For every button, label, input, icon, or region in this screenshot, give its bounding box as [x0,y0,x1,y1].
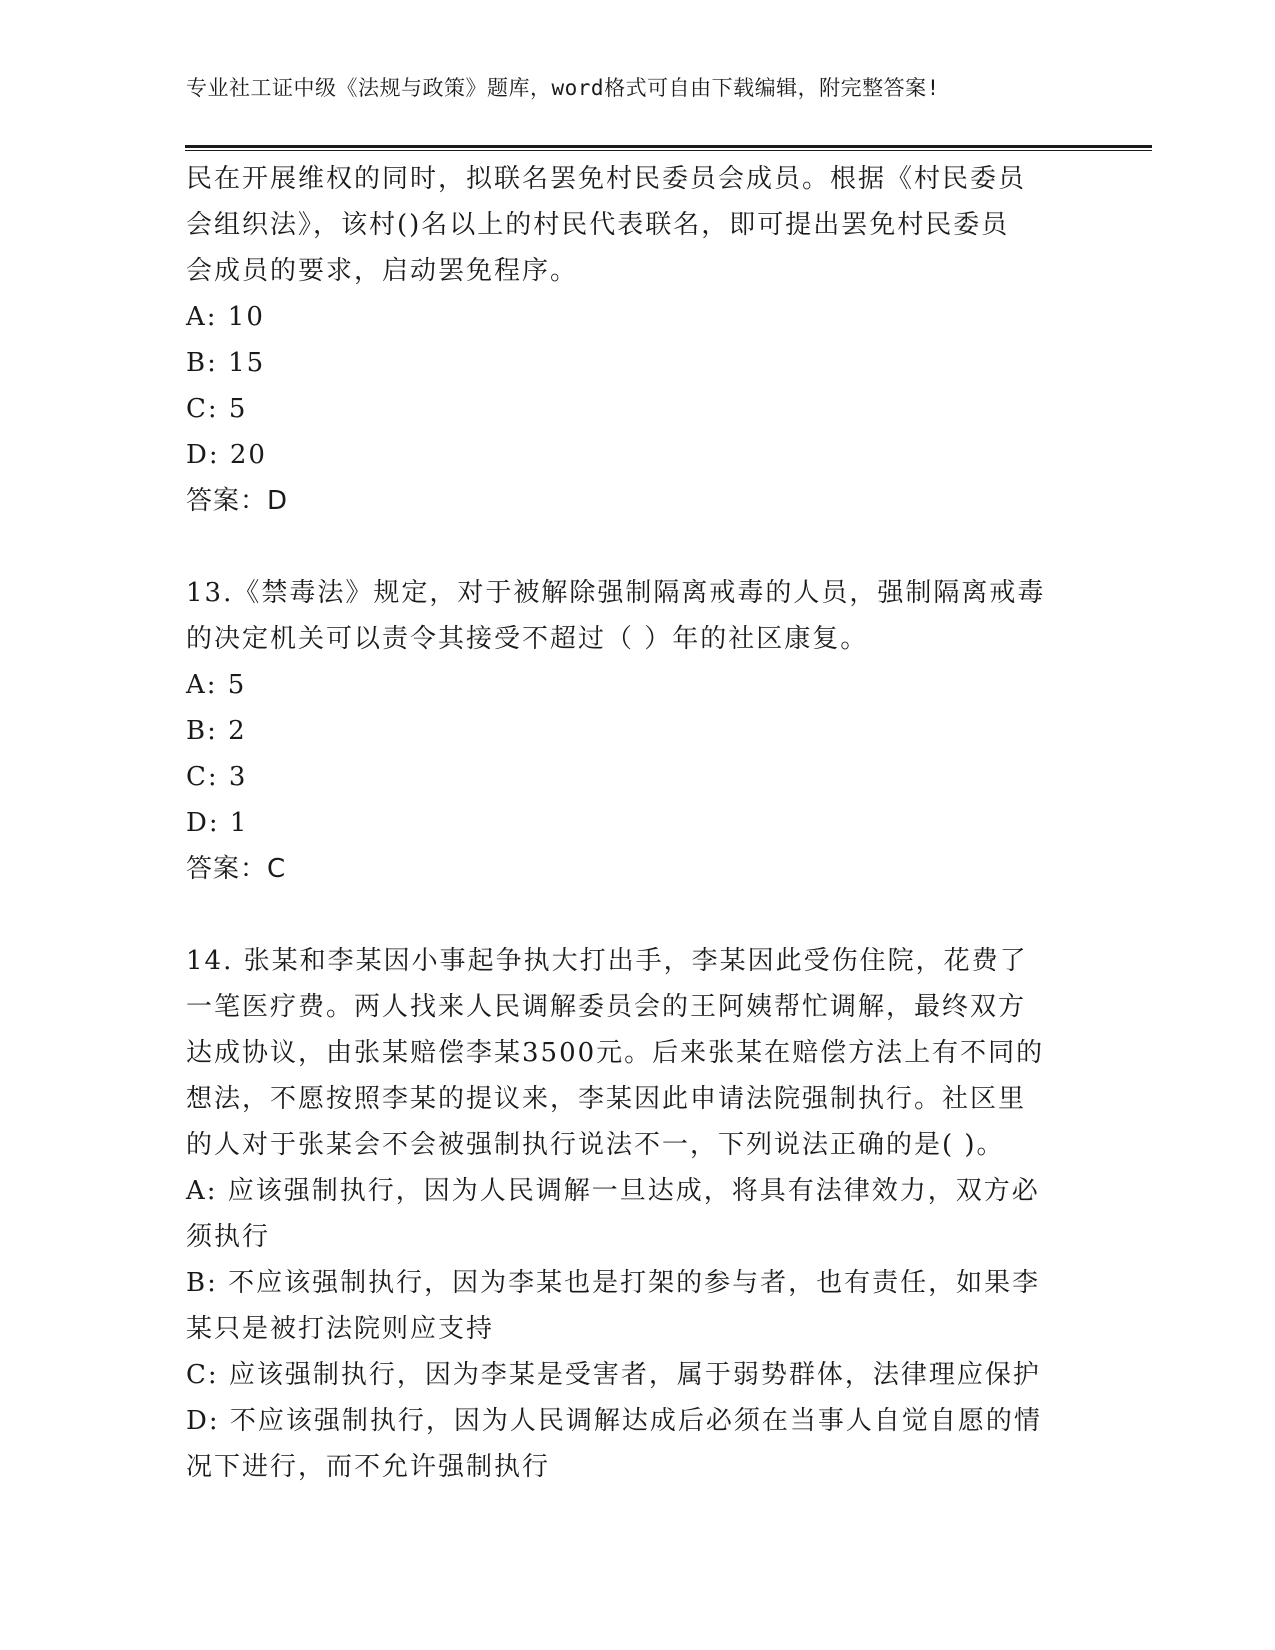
option-b: B: 15 [186,348,266,378]
header-divider-thin [185,150,1152,151]
question-13 [186,570,1086,892]
option-line: C: 应该强制执行，因为李某是受害者，属于弱势群体，法律理应保护 [186,1360,1041,1390]
header-divider-thick [185,145,1152,148]
question-stem-line: 13.《禁毒法》规定，对于被解除强制隔离戒毒的人员，强制隔离戒毒 [186,578,1046,608]
option-line: A: 应该强制执行，因为人民调解一旦达成，将具有法律效力，双方必 [186,1176,1040,1206]
option-b: B: 2 [186,716,247,746]
answer-label: 答案：C [186,854,287,884]
spacer [186,524,1086,570]
question-stem-line: 达成协议，由张某赔偿李某3500元。后来张某在赔偿方法上有不同的 [186,1038,1045,1068]
question-content [186,156,1086,1490]
option-c: C: 3 [186,762,248,792]
question-stem-line: 民在开展维权的同时，拟联名罢免村民委员会成员。根据《村民委员 [186,164,1027,194]
question-stem-line: 的决定机关可以责令其接受不超过（ ）年的社区康复。 [186,624,869,654]
option-d: D: 20 [186,440,267,470]
question-stem-line: 会组织法》，该村()名以上的村民代表联名，即可提出罢免村民委员 [186,210,1010,240]
option-line: 某只是被打法院则应支持 [186,1314,495,1344]
option-line: D: 不应该强制执行，因为人民调解达成后必须在当事人自觉自愿的情 [186,1406,1042,1436]
question-stem-line: 的人对于张某会不会被强制执行说法不一，下列说法正确的是( )。 [186,1130,1005,1160]
spacer [186,892,1086,938]
question-stem-line: 14. 张某和李某因小事起争执大打出手，李某因此受伤住院，花费了 [186,946,1028,976]
question-stem-line: 想法，不愿按照李某的提议来，李某因此申请法院强制执行。社区里 [186,1084,1027,1114]
answer-label: 答案：D [186,486,289,516]
page-header-title: 专业社工证中级《法规与政策》题库，word格式可自由下载编辑，附完整答案! [186,76,940,100]
question-14 [186,938,1086,1490]
option-d: D: 1 [186,808,249,838]
question-stem-line: 一笔医疗费。两人找来人民调解委员会的王阿姨帮忙调解，最终双方 [186,992,1027,1022]
question-stem-line: 会成员的要求，启动罢免程序。 [186,256,579,286]
option-a: A: 10 [186,302,265,332]
option-line: B: 不应该强制执行，因为李某也是打架的参与者，也有责任，如果李 [186,1268,1041,1298]
option-line: 况下进行，而不允许强制执行 [186,1452,551,1482]
option-c: C: 5 [186,394,248,424]
question-12 [186,156,1086,524]
option-a: A: 5 [186,670,247,700]
option-line: 须执行 [186,1222,271,1252]
